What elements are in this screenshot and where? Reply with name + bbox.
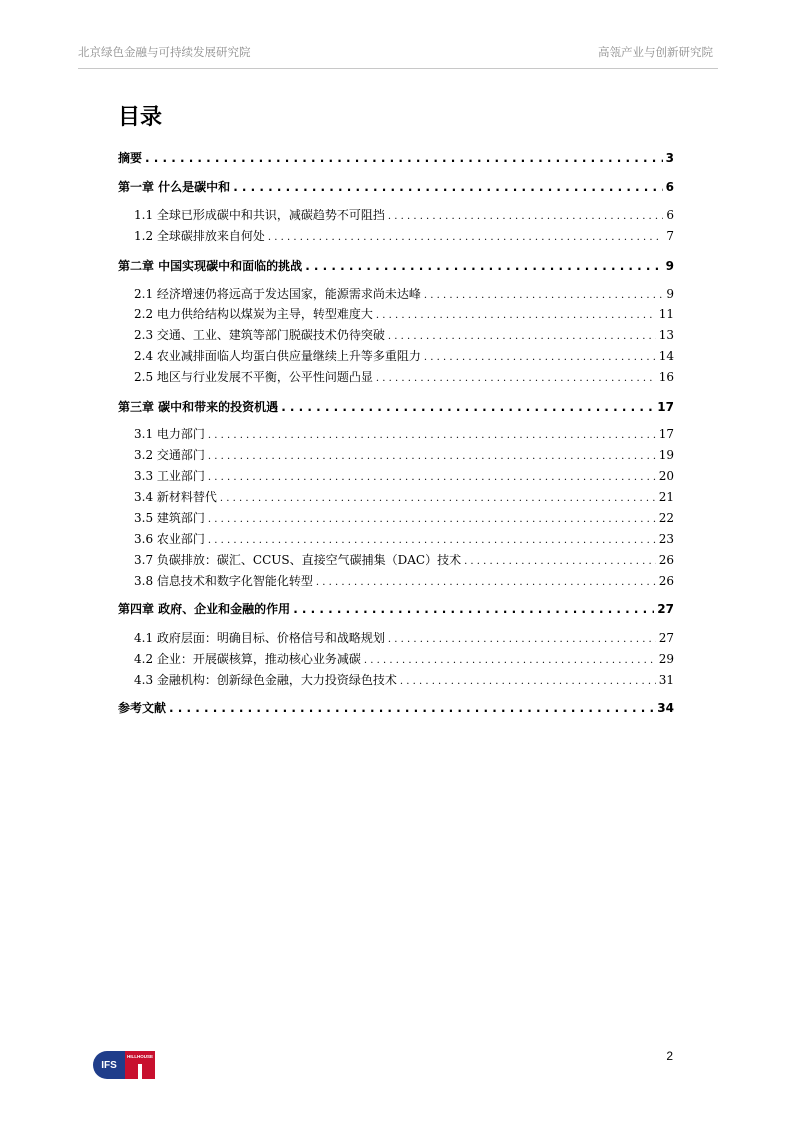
toc-dot-leader [208,447,656,467]
toc-dot-leader [293,599,654,619]
toc-chapter-entry[interactable] [118,698,674,718]
toc-entry-label: 3.3 工业部门 [134,469,205,483]
toc-entry-page: 34 [657,701,674,715]
toc-entry-label: 摘要 [118,151,143,165]
toc-section-entry[interactable] [118,304,674,324]
toc-dot-leader [208,531,656,551]
toc-entry-page: 19 [658,448,674,462]
toc-entry-label: 3.8 信息技术和数字化智能化转型 [134,574,313,588]
toc-entry-label: 3.4 新材料替代 [134,490,217,504]
toc-entry-label: 3.5 建筑部门 [134,511,205,525]
toc-dot-leader [305,256,662,276]
toc-section-entry[interactable] [118,325,674,345]
toc-entry-page: 6 [666,208,674,222]
toc-dot-leader [233,177,662,197]
toc-section-entry[interactable] [118,445,674,465]
toc-dot-leader [220,489,656,509]
header-institute-left: 北京绿色金融与可持续发展研究院 [78,45,251,59]
toc-dot-leader [424,286,663,306]
toc-section-entry[interactable] [118,628,674,648]
toc-entry-label: 3.7 负碳排放：碳汇、CCUS、直接空气碳捕集（DAC）技术 [134,553,462,567]
toc-entry-page: 22 [658,511,674,525]
toc-entry-label: 4.1 政府层面：明确目标、价格信号和战略规划 [134,631,385,645]
toc-chapter-entry[interactable] [118,256,674,276]
toc-section-entry[interactable] [118,508,674,528]
toc-chapter-entry[interactable] [118,397,674,417]
toc-dot-leader [376,306,656,326]
toc-section-entry[interactable] [118,571,674,591]
toc-dot-leader [364,651,656,671]
toc-section-entry[interactable] [118,367,674,387]
toc-entry-label: 参考文献 [118,701,167,715]
toc-dot-leader [424,348,656,368]
toc-section-entry[interactable] [118,529,674,549]
toc-entry-label: 2.5 地区与行业发展不平衡，公平性问题凸显 [134,370,373,384]
toc-entry-page: 27 [657,602,674,616]
toc-section-entry[interactable] [118,284,674,304]
toc-entry-page: 21 [658,490,674,504]
toc-entry-page: 26 [658,553,674,567]
toc-entry-label: 4.3 金融机构：创新绿色金融，大力投资绿色技术 [134,673,397,687]
toc-entry-label: 3.2 交通部门 [134,448,205,462]
toc-entry-page: 6 [665,180,674,194]
toc-entry-label: 2.4 农业减排面临人均蛋白供应量继续上升等多重阻力 [134,349,421,363]
toc-dot-leader [208,426,656,446]
toc-dot-leader [268,228,663,248]
toc-entry-page: 11 [658,307,674,321]
toc-entry-label: 第三章 碳中和带来的投资机遇 [118,400,279,414]
toc-section-entry[interactable] [118,226,674,246]
toc-section-entry[interactable] [118,487,674,507]
toc-dot-leader [169,698,654,718]
toc-dot-leader [388,207,663,227]
toc-dot-leader [388,327,656,347]
toc-entry-page: 16 [658,370,674,384]
header-institute-right: 高瓴产业与创新研究院 [598,45,713,59]
toc-dot-leader [281,397,654,417]
toc-entry-page: 23 [658,532,674,546]
toc-section-entry[interactable] [118,550,674,570]
toc-entry-page: 31 [658,673,674,687]
toc-section-entry[interactable] [118,205,674,225]
toc-entry-page: 27 [658,631,674,645]
toc-section-entry[interactable] [118,670,674,690]
toc-entry-label: 2.2 电力供给结构以煤炭为主导，转型难度大 [134,307,373,321]
toc-entry-page: 29 [658,652,674,666]
toc-dot-leader [145,148,663,168]
toc-entry-label: 3.6 农业部门 [134,532,205,546]
toc-dot-leader [208,510,656,530]
toc-dot-leader [316,573,656,593]
toc-entry-page: 7 [666,229,674,243]
toc-entry-label: 1.2 全球碳排放来自何处 [134,229,265,243]
toc-chapter-entry[interactable] [118,148,674,168]
toc-entry-page: 9 [665,259,674,273]
toc-entry-label: 第一章 什么是碳中和 [118,180,231,194]
toc-entry-page: 17 [657,400,674,414]
toc-entry-page: 3 [665,151,674,165]
toc-entry-page: 14 [658,349,674,363]
toc-chapter-entry[interactable] [118,599,674,619]
toc-entry-page: 26 [658,574,674,588]
ifs-logo-icon: IFS [93,1051,125,1079]
toc-dot-leader [400,672,656,692]
toc-dot-leader [464,552,656,572]
toc-dot-leader [376,369,656,389]
toc-entry-label: 1.1 全球已形成碳中和共识，减碳趋势不可阻挡 [134,208,385,222]
toc-entry-label: 第四章 政府、企业和金融的作用 [118,602,291,616]
toc-section-entry[interactable] [118,424,674,444]
toc-entry-label: 4.2 企业：开展碳核算，推动核心业务减碳 [134,652,361,666]
toc-entry-label: 2.1 经济增速仍将远高于发达国家，能源需求尚未达峰 [134,287,421,301]
footer-logo [93,1051,155,1079]
toc-section-entry[interactable] [118,346,674,366]
toc-entry-label: 2.3 交通、工业、建筑等部门脱碳技术仍待突破 [134,328,385,342]
hillhouse-logo-icon: HILLHOUSE [125,1051,155,1079]
toc-entry-page: 13 [658,328,674,342]
toc-title: 目录 [118,105,163,130]
toc-entry-label: 第二章 中国实现碳中和面临的挑战 [118,259,303,273]
toc-entry-label: 3.1 电力部门 [134,427,205,441]
toc-entry-page: 17 [658,427,674,441]
toc-dot-leader [208,468,656,488]
toc-section-entry[interactable] [118,466,674,486]
toc-entry-page: 9 [666,287,674,301]
toc-entry-page: 20 [658,469,674,483]
toc-dot-leader [388,630,656,650]
page-number: 2 [666,1049,673,1063]
toc-section-entry[interactable] [118,649,674,669]
toc-chapter-entry[interactable] [118,177,674,197]
header-divider [78,68,718,69]
